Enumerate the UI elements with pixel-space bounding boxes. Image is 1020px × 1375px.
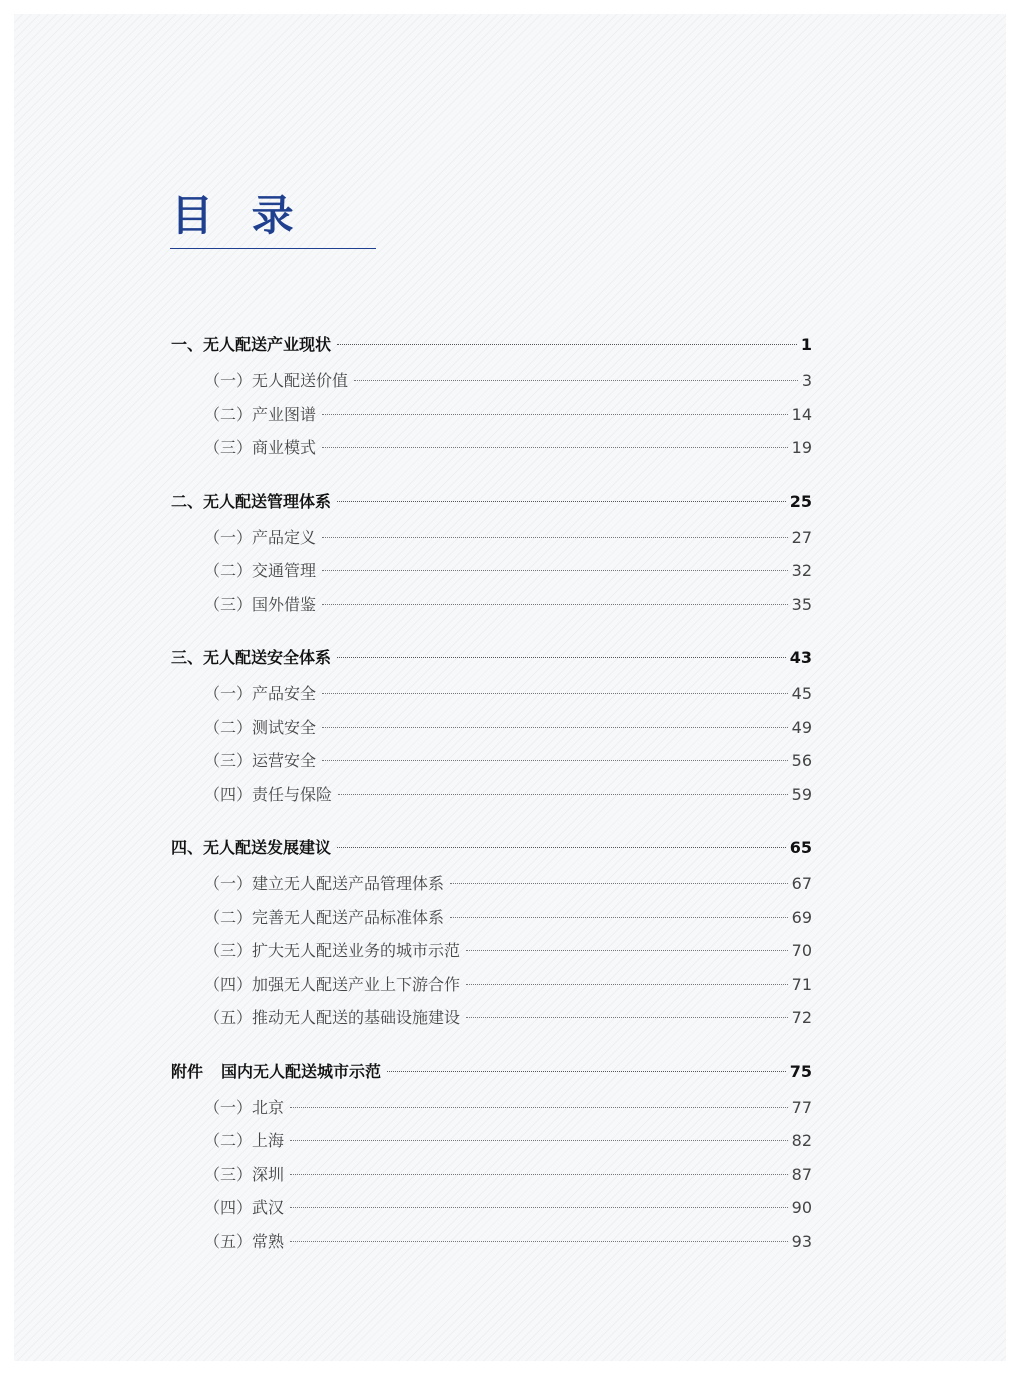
toc-sub-title: 扩大无人配送业务的城市示范 <box>252 941 461 960</box>
toc-leader-dots <box>338 794 788 795</box>
toc-sub-title: 加强无人配送产业上下游合作 <box>252 974 461 994</box>
toc-leader-dots <box>322 537 788 538</box>
title-underline <box>170 248 376 249</box>
toc-page-number: 87 <box>791 1164 812 1184</box>
toc-sub-title: 国外借鉴 <box>252 594 317 614</box>
toc-leader-dots <box>337 344 797 345</box>
toc-page-number: 19 <box>791 438 812 457</box>
toc-chapter-number: 三、 <box>171 648 204 667</box>
toc-sub-number: （二） <box>204 404 253 424</box>
toc-leader-dots <box>322 604 788 605</box>
toc-subentry[interactable] <box>171 1124 812 1158</box>
toc-chapter-title: 无人配送管理体系 <box>203 491 332 511</box>
toc-page-number: 27 <box>791 527 812 547</box>
toc-leader-dots <box>354 380 798 381</box>
toc-page-number: 72 <box>791 1008 812 1027</box>
toc-sub-number: （二） <box>204 561 253 580</box>
toc-leader-dots <box>322 727 788 728</box>
toc-sub-title: 常熟 <box>252 1231 285 1251</box>
toc-subentry[interactable] <box>171 744 812 778</box>
page-title: 目 录 <box>171 191 306 240</box>
toc-leader-dots <box>450 883 788 884</box>
toc-section <box>171 326 812 465</box>
toc-sub-title: 推动无人配送的基础设施建设 <box>252 1008 461 1027</box>
toc-page-number: 77 <box>791 1097 812 1117</box>
toc-subentry[interactable] <box>171 554 812 588</box>
toc-chapter-title: 无人配送安全体系 <box>203 648 332 667</box>
toc-subentry[interactable] <box>171 934 812 968</box>
toc-leader-dots <box>450 917 788 918</box>
toc-subentry[interactable] <box>171 398 812 432</box>
toc-subentry[interactable] <box>171 901 812 935</box>
toc-sub-title: 交通管理 <box>252 561 317 580</box>
toc-sub-number: （四） <box>204 974 253 994</box>
toc-chapter-entry[interactable] <box>171 829 812 867</box>
toc-page-number: 25 <box>789 491 812 511</box>
toc-page-number: 45 <box>791 684 812 703</box>
toc-chapter-title: 无人配送发展建议 <box>203 838 332 857</box>
toc-page-number: 90 <box>791 1198 812 1217</box>
toc-page-number: 35 <box>791 594 812 614</box>
toc-leader-dots <box>387 1071 786 1072</box>
toc-sub-title: 责任与保险 <box>252 784 333 804</box>
toc-page-number: 32 <box>791 561 812 580</box>
toc-leader-dots <box>337 501 786 502</box>
toc-sub-number: （一） <box>204 874 253 893</box>
toc-leader-dots <box>466 984 788 985</box>
toc-subentry[interactable] <box>171 1001 812 1035</box>
toc-page-number: 49 <box>791 717 812 737</box>
toc-page-number: 75 <box>789 1061 812 1081</box>
toc-subentry[interactable] <box>171 1158 812 1192</box>
toc-sub-number: （一） <box>204 1097 253 1117</box>
toc-page-number: 67 <box>791 874 812 893</box>
toc-page-number: 3 <box>801 371 812 390</box>
toc-chapter-number: 一、 <box>171 335 204 354</box>
toc-sub-number: （五） <box>204 1008 253 1027</box>
toc-leader-dots <box>337 847 786 848</box>
toc-sub-title: 测试安全 <box>252 717 317 737</box>
table-of-contents <box>171 326 812 1276</box>
toc-chapter-number: 四、 <box>171 838 204 857</box>
toc-sub-number: （五） <box>204 1231 253 1251</box>
toc-sub-number: （二） <box>204 1131 253 1150</box>
toc-sub-number: （二） <box>204 717 253 737</box>
toc-section <box>171 639 812 811</box>
toc-subentry[interactable] <box>171 431 812 465</box>
toc-leader-dots <box>322 693 788 694</box>
toc-chapter-title: 国内无人配送城市示范 <box>221 1061 382 1081</box>
toc-sub-title: 产品定义 <box>252 527 317 547</box>
toc-sub-title: 北京 <box>252 1097 285 1117</box>
toc-leader-dots <box>337 657 786 658</box>
toc-sub-number: （一） <box>204 527 253 547</box>
toc-chapter-entry[interactable] <box>171 639 812 677</box>
toc-page-number: 1 <box>800 335 812 354</box>
toc-page-number: 56 <box>791 751 812 770</box>
toc-leader-dots <box>290 1107 788 1108</box>
toc-page-number: 71 <box>791 974 812 994</box>
toc-sub-title: 完善无人配送产品标准体系 <box>252 907 445 927</box>
toc-leader-dots <box>322 447 788 448</box>
toc-subentry[interactable] <box>171 1191 812 1225</box>
toc-sub-title: 武汉 <box>252 1198 285 1217</box>
toc-subentry[interactable] <box>171 711 812 745</box>
toc-sub-title: 深圳 <box>252 1164 285 1184</box>
toc-sub-title: 产业图谱 <box>252 404 317 424</box>
toc-sub-number: （三） <box>204 751 253 770</box>
toc-page-number: 43 <box>789 648 812 667</box>
toc-subentry[interactable] <box>171 778 812 812</box>
toc-sub-title: 建立无人配送产品管理体系 <box>252 874 445 893</box>
toc-leader-dots <box>290 1140 788 1141</box>
toc-page-number: 59 <box>791 784 812 804</box>
toc-page-number: 69 <box>791 907 812 927</box>
toc-sub-title: 无人配送价值 <box>252 371 349 390</box>
toc-leader-dots <box>466 950 788 951</box>
document-page <box>14 14 1006 1361</box>
toc-sub-number: （三） <box>204 1164 253 1184</box>
toc-page-number: 14 <box>791 404 812 424</box>
toc-page-number: 93 <box>791 1231 812 1251</box>
toc-leader-dots <box>322 414 788 415</box>
toc-leader-dots <box>466 1017 788 1018</box>
toc-sub-number: （四） <box>204 784 253 804</box>
toc-chapter-entry[interactable] <box>171 483 812 521</box>
toc-chapter-title: 无人配送产业现状 <box>203 335 332 354</box>
toc-sub-number: （四） <box>204 1198 253 1217</box>
toc-subentry[interactable] <box>171 1091 812 1125</box>
toc-subentry[interactable] <box>171 364 812 398</box>
toc-leader-dots <box>290 1207 788 1208</box>
toc-sub-number: （三） <box>204 594 253 614</box>
toc-leader-dots <box>322 760 788 761</box>
toc-page-number: 65 <box>789 838 812 857</box>
toc-subentry[interactable] <box>171 968 812 1002</box>
toc-sub-number: （二） <box>204 907 253 927</box>
toc-subentry[interactable] <box>171 677 812 711</box>
toc-sub-number: （三） <box>204 941 253 960</box>
toc-leader-dots <box>322 570 788 571</box>
toc-sub-title: 商业模式 <box>252 438 317 457</box>
toc-subentry[interactable] <box>171 867 812 901</box>
toc-chapter-number: 附件 <box>171 1061 204 1081</box>
toc-leader-dots <box>290 1174 788 1175</box>
toc-page-number: 82 <box>791 1131 812 1150</box>
toc-page-number: 70 <box>791 941 812 960</box>
toc-subentry[interactable] <box>171 521 812 555</box>
toc-sub-title: 运营安全 <box>252 751 317 770</box>
toc-chapter-entry[interactable] <box>171 326 812 364</box>
toc-chapter-number: 二、 <box>171 491 204 511</box>
toc-sub-number: （一） <box>204 684 253 703</box>
toc-section <box>171 829 812 1035</box>
toc-sub-title: 产品安全 <box>252 684 317 703</box>
toc-subentry[interactable] <box>171 1225 812 1259</box>
toc-sub-title: 上海 <box>252 1131 285 1150</box>
toc-section <box>171 1053 812 1259</box>
toc-section <box>171 483 812 622</box>
toc-sub-number: （一） <box>204 371 253 390</box>
toc-sub-number: （三） <box>204 438 253 457</box>
toc-subentry[interactable] <box>171 588 812 622</box>
toc-leader-dots <box>290 1241 788 1242</box>
toc-chapter-entry[interactable] <box>171 1053 812 1091</box>
